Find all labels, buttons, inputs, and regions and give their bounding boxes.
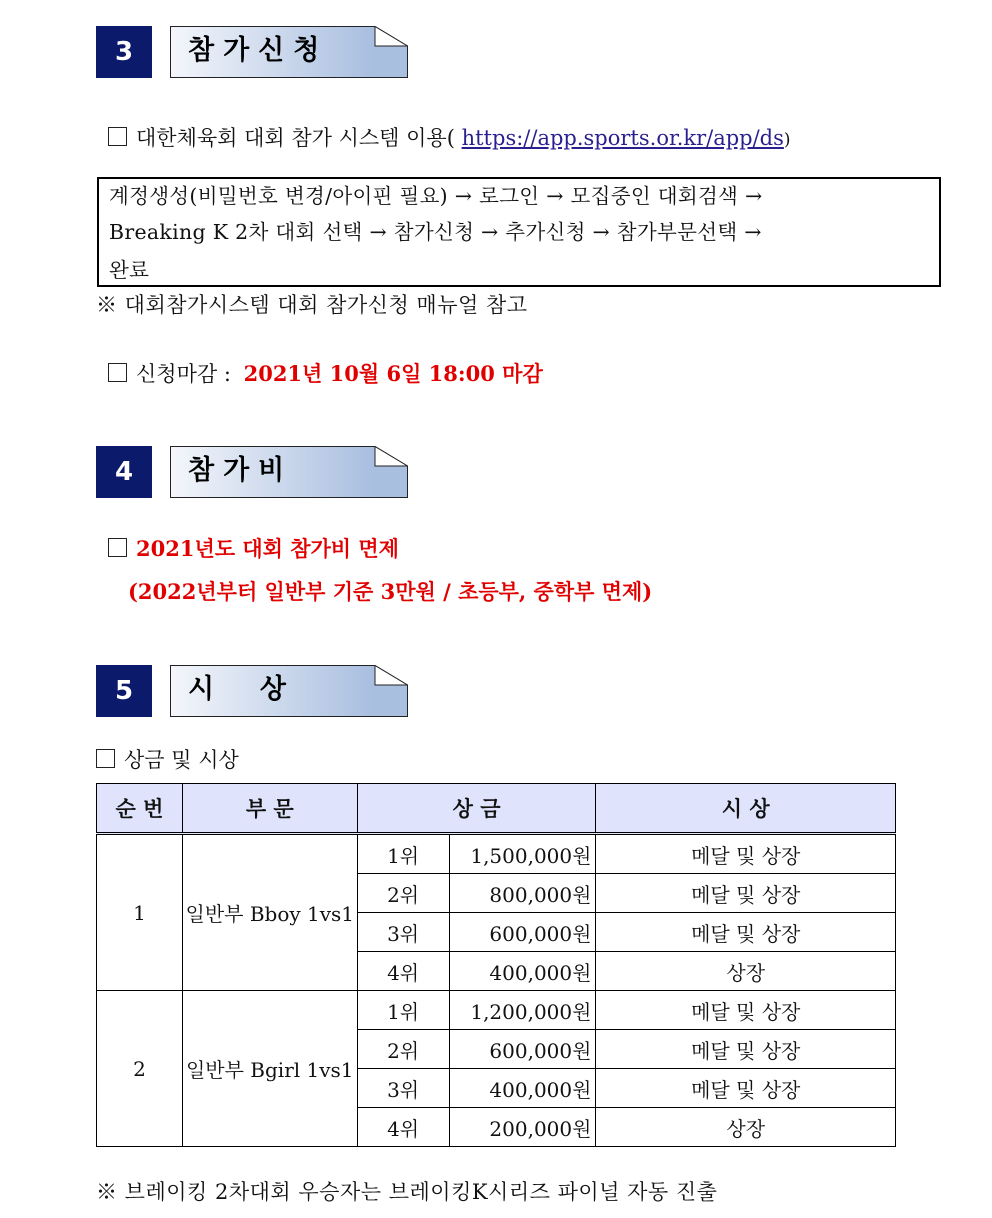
prize-amount: 200,000원 [449,1108,596,1147]
prize-amount: 400,000원 [449,952,596,991]
division-name: 일반부 Bgirl 1vs1 [182,991,357,1147]
section-5-number: 5 [96,665,152,717]
header-award: 시 상 [596,784,896,834]
system-line-text: 대한체육회 대회 참가 시스템 이용( [136,126,455,150]
system-line-close: ) [783,130,791,150]
table-row [97,991,896,1030]
prize-amount: 600,000원 [449,913,596,952]
section-5-title [170,665,408,717]
section-title-text: 참가비 [188,455,294,486]
header-no: 순 번 [97,784,183,834]
checkbox-square-icon [108,538,127,557]
flow-line: 완료 [109,258,150,282]
deadline-value: 2021년 10월 6일 18:00 마감 [243,361,543,386]
section-3-number: 3 [96,26,152,78]
deadline-label: 신청마감 : [136,362,231,386]
award: 상장 [596,952,896,991]
prize-amount: 400,000원 [449,1069,596,1108]
section-3-title [170,26,408,78]
fee-subnote: (2022년부터 일반부 기준 3만원 / 초등부, 중학부 면제) [128,579,653,604]
division-name: 일반부 Bboy 1vs1 [182,834,357,991]
prize-heading [96,744,239,774]
system-url-link[interactable]: https://app.sports.or.kr/app/ds [461,126,784,150]
rank: 3위 [357,913,449,952]
row-number: 2 [97,991,183,1147]
checkbox-square-icon [108,363,127,382]
checkbox-square-icon [108,127,127,146]
table-header-row [97,784,896,834]
rank: 2위 [357,1030,449,1069]
award: 메달 및 상장 [596,991,896,1030]
section-title-text: 시 상 [188,674,295,705]
prize-heading-text: 상금 및 시상 [124,748,239,772]
section-title-text: 참가신청 [188,35,329,66]
header-prize: 상 금 [357,784,596,834]
fee-line [108,533,399,563]
section-4-number: 4 [96,446,152,498]
header-division: 부 문 [182,784,357,834]
prize-amount: 1,200,000원 [449,991,596,1030]
section-4-title [170,446,408,498]
prize-table [96,783,896,1147]
final-advance-note: ※ 브레이킹 2차대회 우승자는 브레이킹K시리즈 파이널 자동 진출 [96,1180,718,1204]
rank: 2위 [357,874,449,913]
fee-exemption: 2021년도 대회 참가비 면제 [136,536,399,561]
row-number: 1 [97,834,183,991]
rank: 3위 [357,1069,449,1108]
rank: 4위 [357,952,449,991]
award: 메달 및 상장 [596,874,896,913]
award: 메달 및 상장 [596,1069,896,1108]
prize-amount: 1,500,000원 [449,834,596,874]
flow-line: 계정생성(비밀번호 변경/아이핀 필요) → 로그인 → 모집중인 대회검색 → [109,184,763,208]
award: 상장 [596,1108,896,1147]
rank: 4위 [357,1108,449,1147]
award: 메달 및 상장 [596,834,896,874]
deadline-line [108,358,543,388]
system-line [108,122,791,152]
prize-amount: 800,000원 [449,874,596,913]
registration-flow-box [97,177,941,287]
table-row [97,834,896,874]
award: 메달 및 상장 [596,913,896,952]
award: 메달 및 상장 [596,1030,896,1069]
rank: 1위 [357,834,449,874]
manual-note: ※ 대회참가시스템 대회 참가신청 매뉴얼 참고 [96,293,528,317]
flow-line: Breaking K 2차 대회 선택 → 참가신청 → 추가신청 → 참가부문선택 → [109,220,762,244]
checkbox-square-icon [96,749,115,768]
rank: 1위 [357,991,449,1030]
prize-amount: 600,000원 [449,1030,596,1069]
